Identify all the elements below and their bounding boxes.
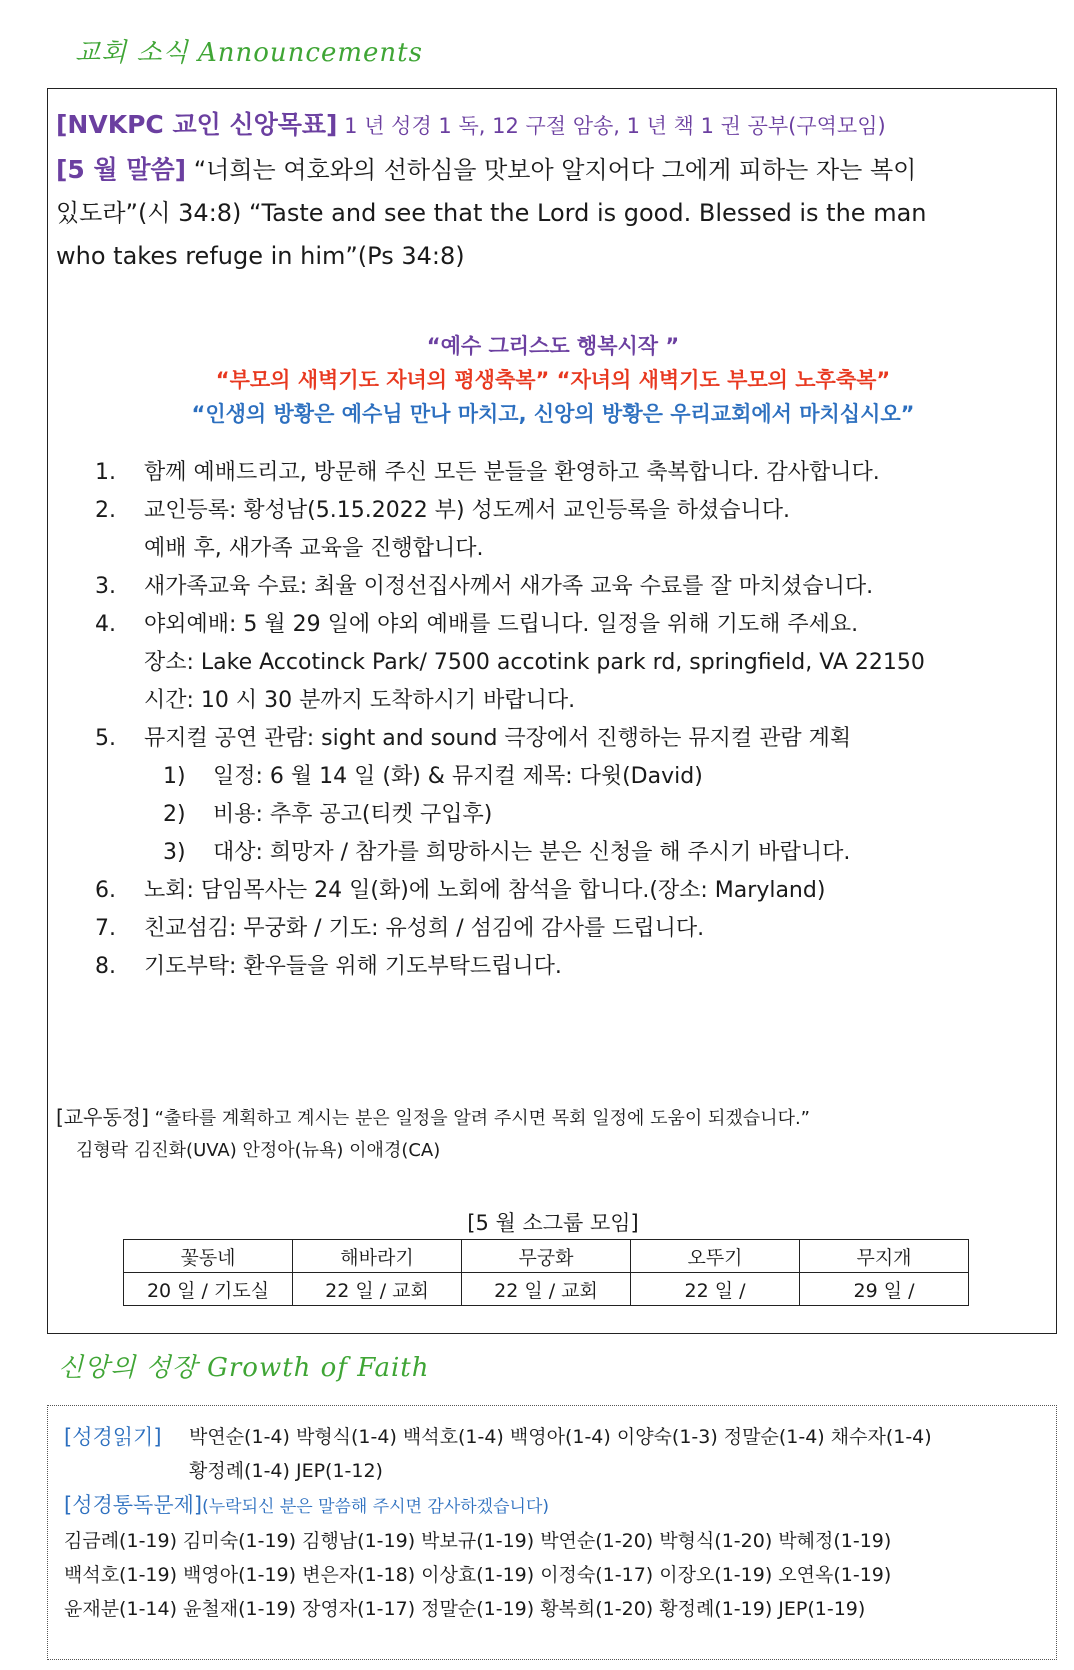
goal-text: 1 년 성경 1 독, 12 구절 암송, 1 년 책 1 권 공부(구역모임) [337, 114, 886, 138]
list-item [68, 948, 1048, 986]
table-header-cell: 무궁화 [462, 1240, 631, 1273]
quiz-note: (누락되신 분은 말씀해 주시면 감사하겠습니다) [202, 1497, 550, 1517]
reading-line-1: 박연순(1-4) 박형식(1-4) 백석호(1-4) 백영아(1-4) 이양숙(1-3) 정말순(1-4) 채수자(1-4) [189, 1426, 932, 1448]
item-text: 기도부탁: 환우들을 위해 기도부탁드립니다. [144, 954, 562, 979]
table-row [124, 1273, 969, 1306]
slogan-blue: “인생의 방황은 예수님 만나 마치고, 신앙의 방황은 우리교회에서 마치십시오” [191, 402, 915, 426]
sub-item-text: 대상: 희망자 / 참가를 희망하시는 분은 신청을 해 주시기 바랍니다. [213, 840, 851, 865]
sub-item-text: 일정: 6 월 14 일 (화) & 뮤지컬 제목: 다윗(David) [213, 764, 703, 789]
member-news-text: “출타를 계획하고 계시는 분은 일정을 알려 주시면 목회 일정에 도움이 되겠습니다.” [148, 1108, 811, 1129]
list-item [68, 454, 1048, 492]
sub-item [68, 796, 1048, 834]
list-item [68, 606, 1048, 644]
monthly-verse [56, 148, 1046, 192]
item-text: 새가족교육 수료: 최율 이정선집사께서 새가족 교육 수료를 잘 마치셨습니다. [144, 574, 874, 599]
announcements-heading: 교회 소식 Announcements [75, 38, 423, 68]
sub-item [68, 758, 1048, 796]
announcement-list [68, 454, 1048, 986]
table-cell: 22 일 / 교회 [462, 1273, 631, 1306]
verse-line-2: 있도라”(시 34:8) “Taste and see that the Lord is good. Blessed is the man [56, 199, 927, 227]
table-header-cell: 해바라기 [293, 1240, 462, 1273]
item-number: 4. [95, 612, 116, 637]
sub-item [68, 834, 1048, 872]
table-header-cell: 꽃동네 [124, 1240, 293, 1273]
quiz-heading [64, 1488, 1049, 1524]
sub-item-number: 3) [163, 840, 186, 865]
item-text: 노회: 담임목사는 24 일(화)에 노회에 참석을 합니다.(장소: Maryland) [144, 878, 826, 903]
slogans [48, 329, 1058, 431]
table-header-cell: 오뚜기 [631, 1240, 800, 1273]
item-text: 친교섬김: 무궁화 / 기도: 유성희 / 섬김에 감사를 드립니다. [144, 916, 705, 941]
quiz-label: [성경통독문제] [64, 1493, 203, 1517]
reading-row [64, 1420, 1049, 1454]
slogan-purple: “예수 그리스도 행복시작 ” [426, 334, 680, 358]
item-number: 1. [95, 460, 116, 485]
list-item [68, 492, 1048, 530]
smallgroup-title: [5 월 소그룹 모임] [467, 1211, 639, 1235]
item-text: 함께 예배드리고, 방문해 주신 모든 분들을 환영하고 축복합니다. 감사합니다. [144, 460, 880, 485]
table-cell: 20 일 / 기도실 [124, 1273, 293, 1306]
table-header-row [124, 1240, 969, 1273]
table-cell: 29 일 / [800, 1273, 969, 1306]
quiz-line-2: 백석호(1-19) 백영아(1-19) 변은자(1-18) 이상효(1-19) 이정숙(1-17) 이장오(1-19) 오연옥(1-19) [64, 1564, 892, 1586]
sub-item-number: 2) [163, 802, 186, 827]
item-number: 5. [95, 726, 116, 751]
item-number: 8. [95, 954, 116, 979]
item-text: 교인등록: 황성남(5.15.2022 부) 성도께서 교인등록을 하셨습니다. [144, 498, 791, 523]
item-extra: 시간: 10 시 30 분까지 도착하시기 바랍니다. [144, 688, 576, 713]
item-extra: 예배 후, 새가족 교육을 진행합니다. [144, 536, 484, 561]
verse-label: [5 월 말씀] [56, 155, 187, 184]
item-text: 뮤지컬 공연 관람: sight and sound 극장에서 진행하는 뮤지컬 관람 계획 [144, 726, 852, 751]
item-number: 2. [95, 498, 116, 523]
reading-line-2: 황정례(1-4) JEP(1-12) [189, 1460, 383, 1482]
table-cell: 22 일 / 교회 [293, 1273, 462, 1306]
growth-content [64, 1420, 1049, 1626]
verse-line-3: who takes refuge in him”(Ps 34:8) [56, 242, 465, 270]
quiz-line-1: 김금례(1-19) 김미숙(1-19) 김행남(1-19) 박보규(1-19) 박연순(1-20) 박형식(1-20) 박혜정(1-19) [64, 1530, 892, 1552]
list-item [68, 720, 1048, 758]
member-news [56, 1101, 1046, 1167]
growth-heading: 신앙의 성장 Growth of Faith [58, 1353, 430, 1383]
table-cell: 22 일 / [631, 1273, 800, 1306]
goal-label: [NVKPC 교인 신앙목표] [56, 110, 338, 139]
list-item [68, 910, 1048, 948]
member-news-label: [교우동정] [56, 1105, 149, 1129]
item-number: 3. [95, 574, 116, 599]
item-text: 야외예배: 5 월 29 일에 야외 예배를 드립니다. 일정을 위해 기도해 주세요. [144, 612, 859, 637]
sub-item-number: 1) [163, 764, 186, 789]
member-news-names: 김형락 김진화(UVA) 안정아(뉴욕) 이애경(CA) [76, 1140, 441, 1161]
growth-box [47, 1405, 1057, 1660]
smallgroup-table [123, 1239, 969, 1306]
item-extra: 장소: Lake Accotinck Park/ 7500 accotink park rd, springfield, VA 22150 [144, 650, 925, 675]
list-item [68, 568, 1048, 606]
table-header-cell: 무지개 [800, 1240, 969, 1273]
slogan-red: “부모의 새벽기도 자녀의 평생축복” “자녀의 새벽기도 부모의 노후축복” [215, 368, 891, 392]
verse-line-1: “너희는 여호와의 선하심을 맛보아 알지어다 그에게 피하는 자는 복이 [186, 156, 917, 184]
list-item [68, 872, 1048, 910]
reading-row [64, 1454, 1049, 1488]
sub-item-text: 비용: 추후 공고(티켓 구입후) [213, 802, 493, 827]
announcements-box [47, 88, 1057, 1334]
item-number: 7. [95, 916, 116, 941]
reading-label: [성경읽기] [64, 1425, 162, 1449]
quiz-line-3: 윤재분(1-14) 윤철재(1-19) 장영자(1-17) 정말순(1-19) 황복희(1-20) 황정례(1-19) JEP(1-19) [64, 1598, 866, 1620]
faith-goal [56, 103, 1046, 148]
header-text [56, 103, 1046, 278]
item-number: 6. [95, 878, 116, 903]
